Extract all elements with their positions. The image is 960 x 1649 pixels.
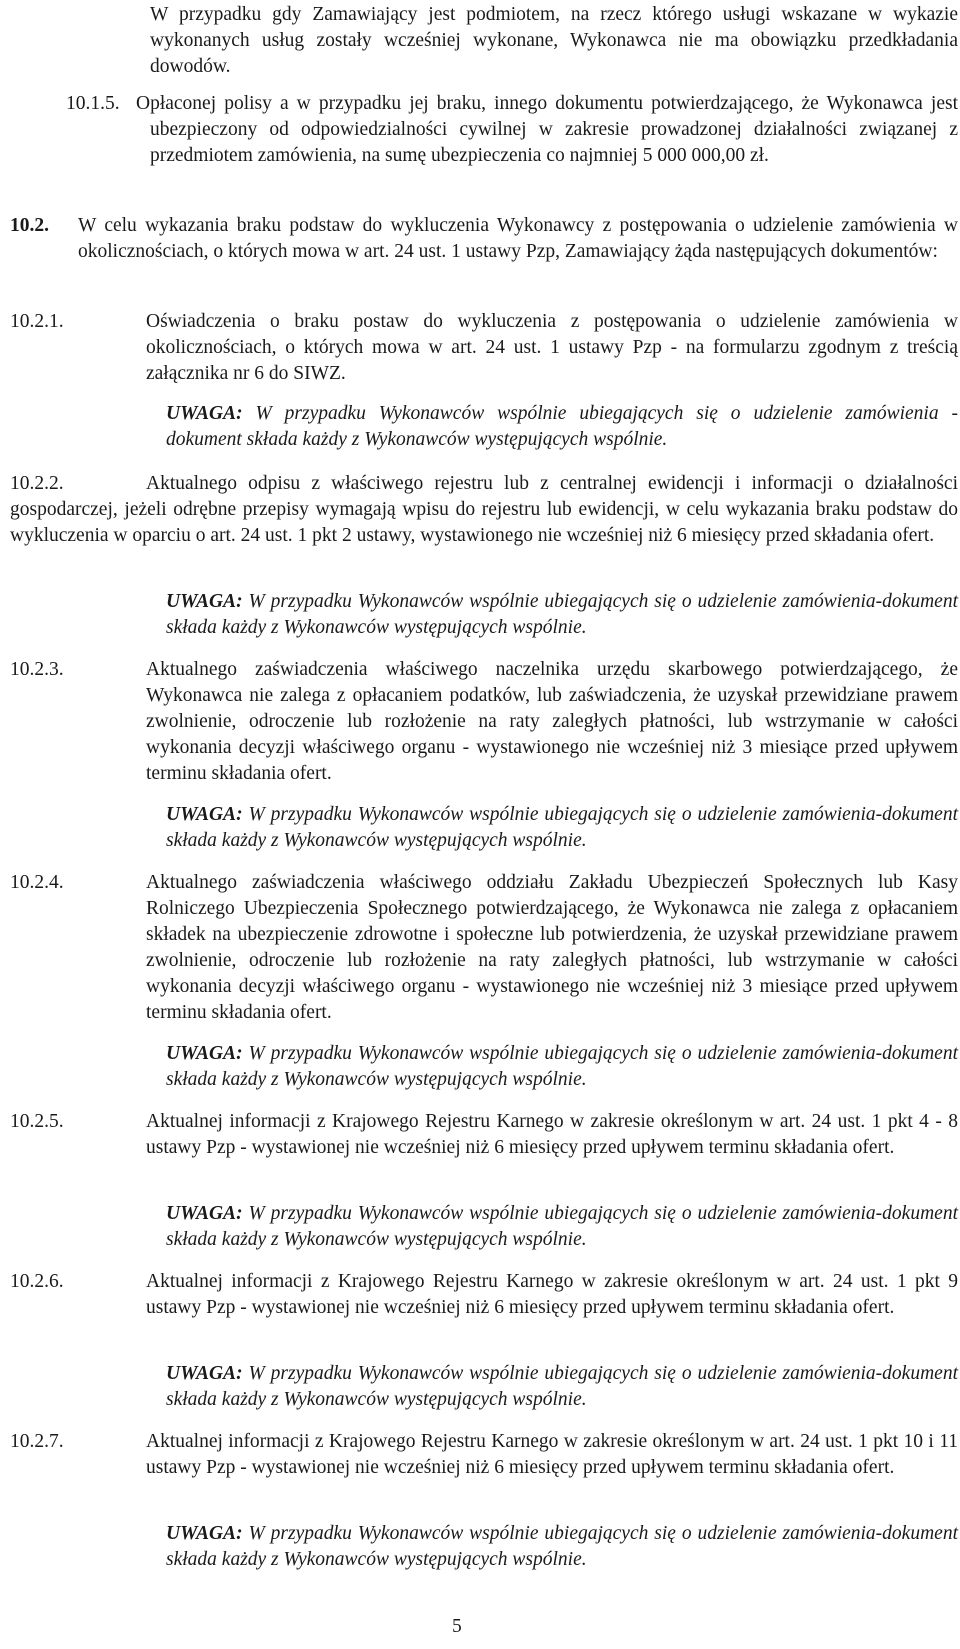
- item-number: 10.2.7.: [10, 1431, 64, 1452]
- uwaga-text: W przypadku Wykonawców wspólnie ubiegających się o udzielenie zamówienia-dokument składa każdy z Wykonawców występujących wspólnie.: [166, 1043, 958, 1090]
- item-number: 10.2.4.: [10, 872, 64, 893]
- uwaga-label: UWAGA:: [166, 1043, 243, 1064]
- intro-paragraph: W przypadku gdy Zamawiający jest podmiotem, na rzecz którego usługi wskazane w wykazie wykonanych usług zostały wcześniej wykonane, Wykonawca nie ma obowiązku przedkładania dowodów.: [150, 4, 958, 77]
- item-number: 10.2.1.: [10, 311, 64, 332]
- item-text: Aktualnego zaświadczenia właściwego oddziału Zakładu Ubezpieczeń Społecznych lub Kasy Rolniczego Ubezpieczenia Społecznego potwierdzającego, że Wykonawca nie zalega z opłacaniem składek na ubezpieczenie zdrowotne i społeczne lub potwierdzenia, że uzyskał przewidziane prawem zwolnienie, odroczenie lub rozłożenie na raty zaległych płatności, lub wstrzymanie w całości wykonania decyzji właściwego organu - wystawionego nie wcześniej niż 3 miesiące przed upływem terminu składania ofert.: [146, 872, 958, 1023]
- section-number-10-2: 10.2.: [10, 215, 49, 236]
- item-text: Aktualnej informacji z Krajowego Rejestru Karnego w zakresie określonym w art. 24 ust. 1 pkt 9 ustawy Pzp - wystawionej nie wcześniej niż 6 miesięcy przed upływem terminu składania ofert.: [146, 1271, 958, 1318]
- uwaga-label: UWAGA:: [166, 1523, 243, 1544]
- uwaga-label: UWAGA:: [166, 1363, 243, 1384]
- item-number: 10.2.6.: [10, 1271, 64, 1292]
- paragraph-10-1-5: Opłaconej polisy a w przypadku jej braku, innego dokumentu potwierdzającego, że Wykonawca jest ubezpieczony od odpowiedzialności cywilnej w zakresie prowadzonej działalności związanej z przedmiotem zamówienia, na sumę ubezpieczenia co najmniej 5 000 000,00 zł.: [136, 93, 958, 166]
- uwaga-label: UWAGA:: [166, 804, 243, 825]
- uwaga-note: [166, 1521, 958, 1573]
- uwaga-label: UWAGA:: [166, 1203, 243, 1224]
- item-text: Aktualnego odpisu z właściwego rejestru lub z centralnej ewidencji i informacji o działalności gospodarczej, jeżeli odrębne przepisy wymagają wpisu do rejestru lub ewidencji, w celu wykazania braku podstaw do wykluczenia w oparciu o art. 24 ust. 1 pkt 2 ustawy, wystawionego nie wcześniej niż 6 miesięcy przed składania ofert.: [10, 473, 958, 546]
- item-number: 10.2.3.: [10, 659, 64, 680]
- uwaga-text: W przypadku Wykonawców wspólnie ubiegających się o udzielenie zamówienia-dokument składa każdy z Wykonawców występujących wspólnie.: [166, 1203, 958, 1250]
- uwaga-note: [166, 1201, 958, 1253]
- uwaga-note: [166, 401, 958, 453]
- uwaga-text: W przypadku Wykonawców wspólnie ubiegających się o udzielenie zamówienia-dokument składa każdy z Wykonawców występujących wspólnie.: [166, 591, 958, 638]
- uwaga-note: [166, 1041, 958, 1093]
- item-text: Aktualnej informacji z Krajowego Rejestru Karnego w zakresie określonym w art. 24 ust. 1 pkt 10 i 11 ustawy Pzp - wystawionej nie wcześniej niż 6 miesięcy przed upływem terminu składania ofert.: [146, 1431, 958, 1478]
- uwaga-note: [166, 802, 958, 854]
- uwaga-note: [166, 589, 958, 641]
- item-text: Aktualnej informacji z Krajowego Rejestru Karnego w zakresie określonym w art. 24 ust. 1 pkt 4 - 8 ustawy Pzp - wystawionej nie wcześniej niż 6 miesięcy przed upływem terminu składania ofert.: [146, 1111, 958, 1158]
- uwaga-text: W przypadku Wykonawców wspólnie ubiegających się o udzielenie zamówienia - dokument składa każdy z Wykonawców występujących wspólnie.: [166, 403, 959, 450]
- item-number: 10.2.5.: [10, 1111, 64, 1132]
- uwaga-label: UWAGA:: [166, 591, 243, 612]
- uwaga-label: UWAGA:: [166, 403, 243, 424]
- uwaga-note: [166, 1361, 958, 1413]
- uwaga-text: W przypadku Wykonawców wspólnie ubiegających się o udzielenie zamówienia-dokument składa każdy z Wykonawców występujących wspólnie.: [166, 1363, 958, 1410]
- uwaga-text: W przypadku Wykonawców wspólnie ubiegających się o udzielenie zamówienia-dokument składa każdy z Wykonawców występujących wspólnie.: [166, 1523, 958, 1570]
- paragraph-10-2: W celu wykazania braku podstaw do wykluczenia Wykonawcy z postępowania o udzielenie zamówienia w okolicznościach, o których mowa w art. 24 ust. 1 ustawy Pzp, Zamawiający żąda następujących dokumentów:: [78, 215, 958, 262]
- item-number: 10.2.2.: [10, 473, 64, 494]
- page-number: 5: [452, 1616, 462, 1637]
- item-text: Oświadczenia o braku postaw do wykluczenia z postępowania o udzielenie zamówienia w okolicznościach, o których mowa w art. 24 ust. 1 ustawy Pzp - na formularzu zgodnym z treścią załącznika nr 6 do SIWZ.: [146, 311, 958, 384]
- section-number-10-1-5: 10.1.5.: [66, 93, 120, 114]
- item-text: Aktualnego zaświadczenia właściwego naczelnika urzędu skarbowego potwierdzającego, że Wykonawca nie zalega z opłacaniem podatków, lub zaświadczenia, że uzyskał przewidziane prawem zwolnienie, odroczenie lub rozłożenie na raty zaległych płatności, lub wstrzymanie w całości wykonania decyzji właściwego organu - wystawionego nie wcześniej niż 3 miesiące przed upływem terminu składania ofert.: [146, 659, 958, 784]
- uwaga-text: W przypadku Wykonawców wspólnie ubiegających się o udzielenie zamówienia-dokument składa każdy z Wykonawców występujących wspólnie.: [166, 804, 958, 851]
